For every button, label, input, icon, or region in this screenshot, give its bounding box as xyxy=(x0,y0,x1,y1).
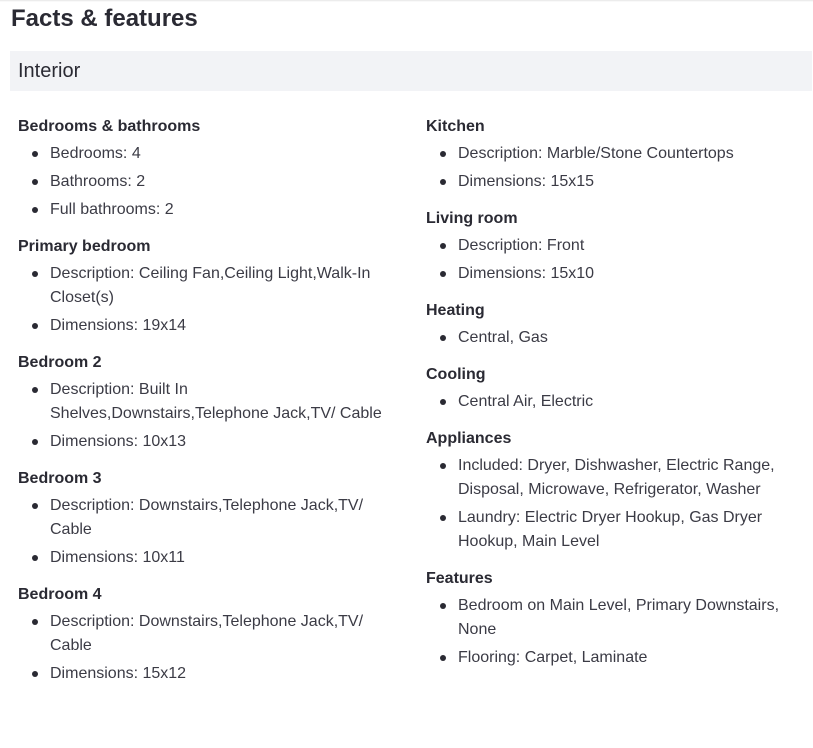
fact-group-heading: Cooling xyxy=(426,366,486,383)
left-column xyxy=(18,116,408,700)
fact-list-item: Dimensions: 10x11 xyxy=(50,546,408,570)
fact-list xyxy=(18,378,408,454)
fact-list xyxy=(426,594,806,670)
fact-list xyxy=(426,234,806,286)
fact-list-item: Description: Marble/Stone Countertops xyxy=(458,142,806,166)
fact-group-bedrooms-and-bathrooms xyxy=(18,116,408,222)
top-shadow xyxy=(0,0,813,2)
fact-list-item: Description: Ceiling Fan,Ceiling Light,Walk-In Closet(s) xyxy=(50,262,408,310)
fact-list-item: Central, Gas xyxy=(458,326,806,350)
fact-group-heading: Primary bedroom xyxy=(18,238,151,255)
fact-list-item: Description: Downstairs,Telephone Jack,TV/ Cable xyxy=(50,610,408,658)
fact-list-item: Dimensions: 15x10 xyxy=(458,262,806,286)
right-column xyxy=(426,116,806,684)
fact-group-features xyxy=(426,568,806,670)
fact-list xyxy=(426,390,806,414)
fact-group-cooling xyxy=(426,364,806,414)
fact-list xyxy=(18,610,408,686)
fact-group-bedroom-4 xyxy=(18,584,408,686)
fact-group-heading: Living room xyxy=(426,210,518,227)
fact-list-item: Description: Front xyxy=(458,234,806,258)
fact-group-heading: Bedroom 4 xyxy=(18,586,102,603)
fact-list-item: Central Air, Electric xyxy=(458,390,806,414)
fact-list-item: Dimensions: 15x15 xyxy=(458,170,806,194)
fact-group-living-room xyxy=(426,208,806,286)
fact-group-heading: Bedroom 3 xyxy=(18,470,102,487)
fact-list xyxy=(18,142,408,222)
fact-list-item: Laundry: Electric Dryer Hookup, Gas Dryer Hookup, Main Level xyxy=(458,506,806,554)
fact-list-item: Included: Dryer, Dishwasher, Electric Range, Disposal, Microwave, Refrigerator, Washer xyxy=(458,454,806,502)
fact-group-bedroom-3 xyxy=(18,468,408,570)
fact-list-item: Description: Built In Shelves,Downstairs,Telephone Jack,TV/ Cable xyxy=(50,378,408,426)
fact-list-item: Dimensions: 10x13 xyxy=(50,430,408,454)
fact-group-kitchen xyxy=(426,116,806,194)
fact-list-item: Dimensions: 15x12 xyxy=(50,662,408,686)
fact-group-primary-bedroom xyxy=(18,236,408,338)
fact-list xyxy=(18,494,408,570)
fact-list xyxy=(426,142,806,194)
fact-group-heating xyxy=(426,300,806,350)
fact-list-item: Full bathrooms: 2 xyxy=(50,198,408,222)
fact-list xyxy=(426,454,806,554)
fact-group-heading: Appliances xyxy=(426,430,512,447)
section-title: Interior xyxy=(18,60,81,82)
fact-group-heading: Bedrooms & bathrooms xyxy=(18,118,201,135)
page-title: Facts & features xyxy=(11,5,198,32)
fact-group-heading: Bedroom 2 xyxy=(18,354,102,371)
fact-list-item: Dimensions: 19x14 xyxy=(50,314,408,338)
fact-list xyxy=(18,262,408,338)
fact-group-heading: Features xyxy=(426,570,493,587)
fact-list-item: Bedroom on Main Level, Primary Downstairs, None xyxy=(458,594,806,642)
interior-section-header[interactable] xyxy=(10,51,812,91)
fact-list-item: Bathrooms: 2 xyxy=(50,170,408,194)
fact-group-heading: Heating xyxy=(426,302,485,319)
fact-group-heading: Kitchen xyxy=(426,118,485,135)
fact-group-appliances xyxy=(426,428,806,554)
fact-list-item: Flooring: Carpet, Laminate xyxy=(458,646,806,670)
fact-list-item: Bedrooms: 4 xyxy=(50,142,408,166)
fact-group-bedroom-2 xyxy=(18,352,408,454)
fact-list-item: Description: Downstairs,Telephone Jack,TV/ Cable xyxy=(50,494,408,542)
fact-list xyxy=(426,326,806,350)
